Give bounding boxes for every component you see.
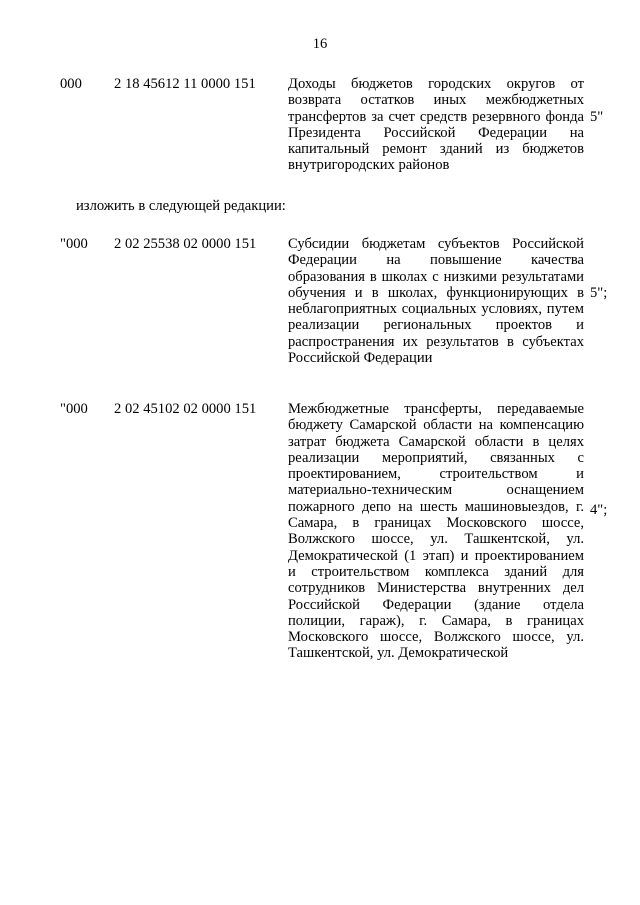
admin-code: 000 <box>60 76 82 92</box>
admin-code: "000 <box>60 236 88 252</box>
admin-code: "000 <box>60 401 88 417</box>
row-suffix: 4"; <box>590 502 608 518</box>
budget-classification-code: 2 18 45612 11 0000 151 <box>114 76 256 92</box>
budget-classification-code: 2 02 45102 02 0000 151 <box>114 401 257 417</box>
row-suffix: 5" <box>590 109 604 125</box>
budget-classification-code: 2 02 25538 02 0000 151 <box>114 236 257 252</box>
income-name: Межбюджетные трансферты, передаваемые бюджету Самарской области на компенсацию затрат бюджета Самарской области в целях реализации мероприятий, связанных с проектированием, строительством и материально-техническим оснащением пожарного депо на шесть машиновыездов, г. Самара, в границах Московского шоссе, Волжского шоссе, ул. Ташкентской, ул. Демократической (1 этап) и проектированием и строительством комплекса зданий для сотрудников Министерства внутренних дел Российской Федерации (здание отдела полиции, гараж), г. Самара, в границах Московского шоссе, Волжского шоссе, ул. Ташкентской, ул. Демократической <box>288 401 584 662</box>
income-name: Доходы бюджетов городских округов от возврата остатков иных межбюджетных трансфертов за счет средств резервного фонда Президента Российской Федерации на капитальный ремонт зданий из бюджетов внутригородских районов <box>288 76 584 174</box>
page-number: 16 <box>312 36 328 52</box>
income-name: Субсидии бюджетам субъектов Российской Федерации на повышение качества образования в школах с низкими результатами обучения и в школах, функционирующих в неблагоприятных социальных условиях, путем реализации региональных проектов и распространения их результатов в субъектах Российской Федерации <box>288 236 584 367</box>
row-suffix: 5"; <box>590 285 608 301</box>
instruction-text: изложить в следующей редакции: <box>76 198 286 214</box>
